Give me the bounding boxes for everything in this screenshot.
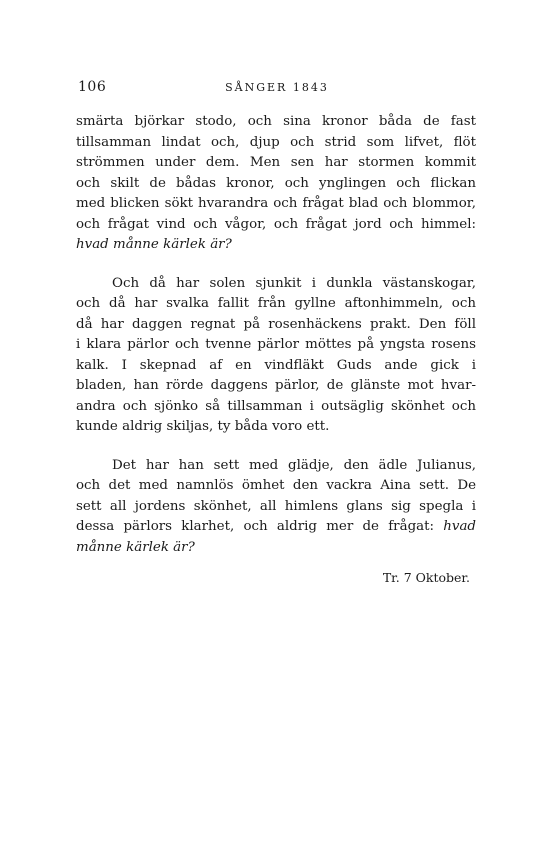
paragraph-gap	[76, 256, 476, 274]
text-line: kunde aldrig skiljas, ty båda voro ett.	[76, 419, 330, 434]
paragraph-1	[76, 112, 476, 256]
page-number: 106	[78, 79, 107, 95]
text-line: tillsamman lindat och, djup och strid som lifvet, flöt	[76, 134, 476, 150]
running-head: SÅNGER 1843	[225, 81, 329, 94]
text-line: bladen, han rörde daggens pärlor, de glänste mot hvar-	[76, 378, 476, 393]
text-line-mixed	[76, 517, 476, 538]
text-line: kalk. I skepnad af en vindfläkt Guds ande gick i	[76, 357, 476, 373]
text-line: och skilt de bådas kronor, och ynglingen och flickan	[76, 175, 476, 191]
mixed-line-plain: dessa pärlors klarhet, och aldrig mer de frågat:	[76, 519, 444, 534]
text-line: Och då har solen sjunkit i dunkla västanskogar,	[112, 275, 476, 291]
mixed-line-italic: hvad	[443, 519, 476, 534]
text-line: och det med namnlös ömhet den vackra Aina sett. De	[76, 478, 476, 493]
body-text	[76, 112, 476, 558]
italic-refrain: månne kärlek är?	[76, 539, 195, 555]
text-line: strömmen under dem. Men sen har stormen kommit	[76, 155, 476, 170]
text-line-italic	[76, 235, 476, 256]
paragraph-2	[76, 274, 476, 438]
italic-refrain: hvad månne kärlek är?	[76, 237, 232, 252]
text-line: och frågat vind och vågor, och frågat jord och himmel:	[76, 216, 476, 232]
paragraph-gap	[76, 438, 476, 456]
text-line: Det har han sett med glädje, den ädle Julianus,	[112, 457, 476, 473]
text-line: med blicken sökt hvarandra och frågat blad och blommor,	[76, 196, 476, 211]
text-line: då har daggen regnat på rosenhäckens prakt. Den föll	[76, 316, 476, 332]
text-line: i klara pärlor och tvenne pärlor möttes på yngsta rosens	[76, 337, 476, 352]
text-line-italic	[76, 538, 476, 559]
text-line: smärta björkar stodo, och sina kronor båda de fast	[76, 114, 476, 129]
page-header	[78, 79, 476, 99]
text-line: andra och sjönko så tillsamman i outsäglig skönhet och	[76, 398, 476, 414]
text-line: sett all jordens skönhet, all himlens glans sig spegla i	[76, 498, 476, 514]
text-line: och då har svalka fallit från gyllne aftonhimmeln, och	[76, 296, 476, 311]
signature: Tr. 7 Oktober.	[382, 570, 470, 585]
paragraph-3	[76, 456, 476, 559]
